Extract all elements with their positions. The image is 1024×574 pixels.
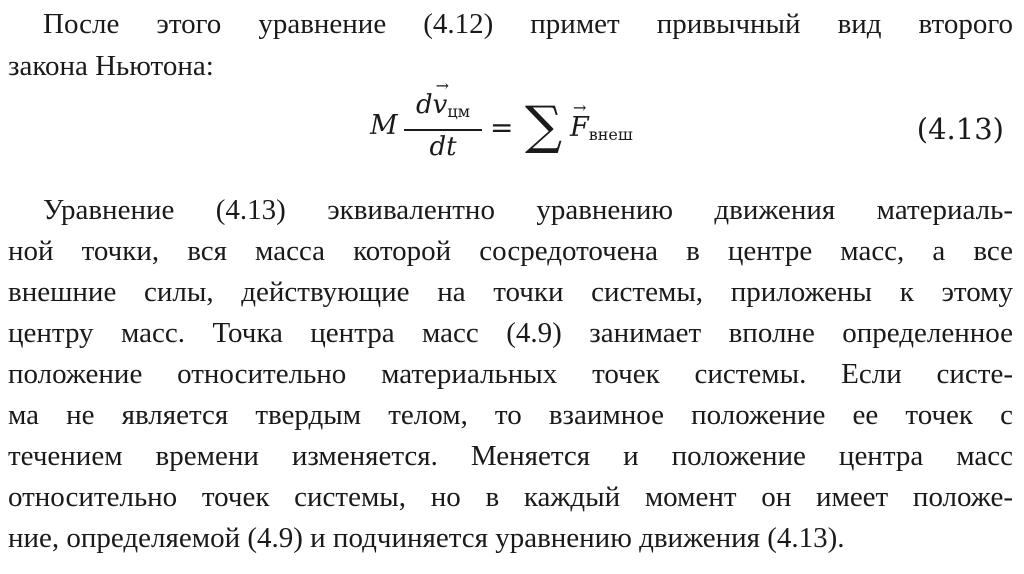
formula-force-subscript: внеш: [588, 125, 633, 144]
fraction-bar: [404, 129, 482, 131]
intro-line-2: закона Ньютона:: [8, 50, 214, 82]
formula-force-vector: [570, 98, 589, 143]
formula-equals: =: [490, 111, 514, 144]
formula-fraction: [404, 76, 482, 168]
paragraph-line: положение относительно материальных точек системы. Если систе-: [8, 358, 1013, 390]
paragraph-line: Уравнение (4.13) эквивалентно уравнению движения материаль-: [43, 194, 1013, 226]
paragraph-line: течением времени изменяется. Меняется и положение центра масс: [8, 440, 1013, 472]
formula-mass: M: [370, 110, 398, 141]
paragraph-line: ма не является твердым телом, то взаимное положение ее точек с: [8, 399, 1013, 431]
equation-number: (4.13): [916, 112, 1004, 146]
paragraph-line: относительно точек системы, но в каждый момент он имеет положе-: [8, 481, 1013, 513]
paragraph-line: центру масс. Точка центра масс (4.9) занимает вполне определенное: [8, 317, 1013, 349]
formula-force-term: [570, 98, 633, 144]
formula-velocity-subscript: цм: [447, 102, 471, 121]
formula-denominator: dt: [429, 132, 457, 162]
summation-icon: ∑: [525, 96, 563, 156]
formula-4-13: [370, 76, 670, 168]
paragraph-line: внешние силы, действующие на точки системы, приложены к этому: [8, 276, 1013, 308]
formula-velocity-vector: [432, 76, 450, 120]
formula-numerator: [404, 76, 482, 121]
paragraph-line: ние, определяемой (4.9) и подчиняется уравнению движения (4.13).: [8, 522, 845, 554]
formula-velocity: v: [432, 90, 448, 120]
intro-line-1: После этого уравнение (4.12) примет привычный вид второго: [43, 8, 1013, 40]
vector-arrow-icon: →: [435, 76, 450, 95]
vector-arrow-icon: →: [573, 98, 587, 117]
formula-d: d: [415, 90, 433, 120]
formula-force: F: [570, 112, 589, 143]
paragraph-line: ной точки, вся масса которой сосредоточена в центре масс, а все: [8, 235, 1013, 267]
